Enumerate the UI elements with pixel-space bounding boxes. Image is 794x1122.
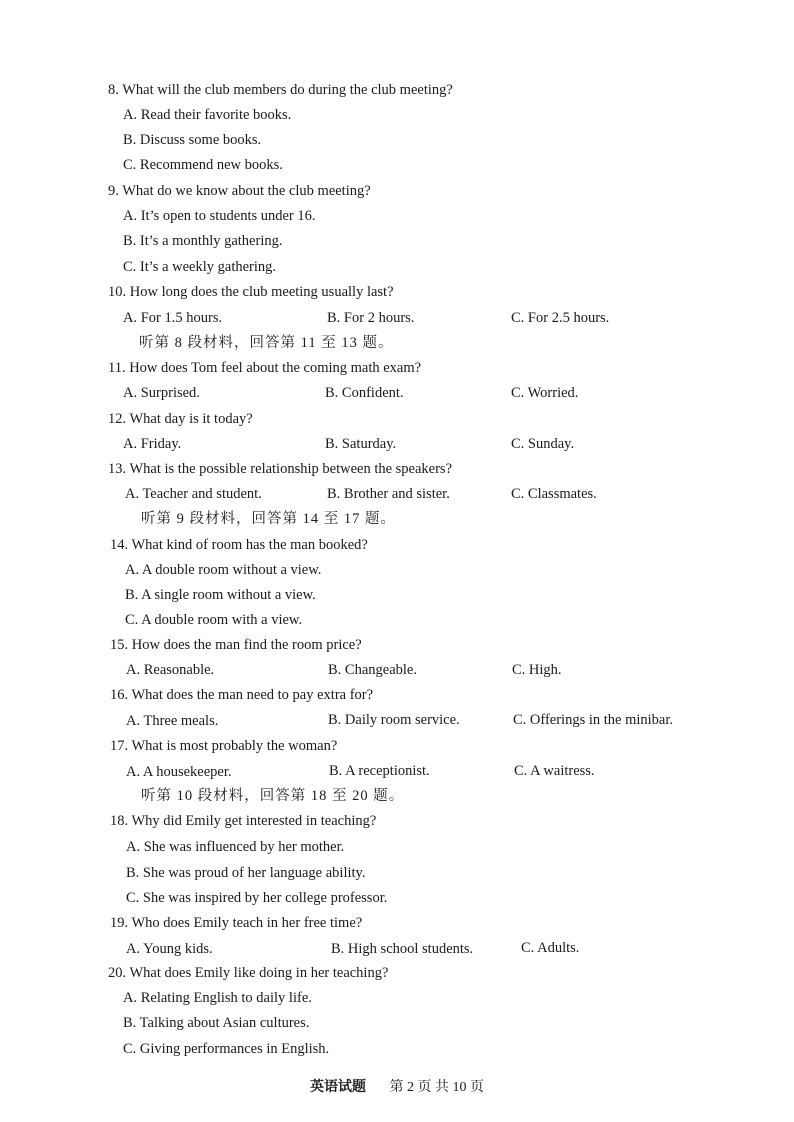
- question-11-stem: 11. How does Tom feel about the coming math exam?: [108, 360, 422, 376]
- question-8-option-c: C. Recommend new books.: [123, 157, 283, 173]
- question-12-option-c: C. Sunday.: [511, 436, 575, 452]
- question-19-option-a: A. Young kids.: [126, 941, 213, 957]
- section-note-10: 听第 10 段材料，回答第 18 至 20 题。: [141, 788, 405, 804]
- question-19-stem: 19. Who does Emily teach in her free time?: [110, 915, 363, 931]
- question-11-option-a: A. Surprised.: [123, 385, 200, 401]
- question-13-option-a: A. Teacher and student.: [125, 486, 262, 502]
- footer-page-number: 第 2 页 共 10 页: [389, 1080, 484, 1095]
- question-8-option-b: B. Discuss some books.: [123, 132, 262, 148]
- question-14-option-c: C. A double room with a view.: [125, 612, 303, 628]
- question-20-stem: 20. What does Emily like doing in her teaching?: [108, 965, 389, 981]
- question-19-option-b: B. High school students.: [331, 941, 474, 957]
- question-9-option-c: C. It’s a weekly gathering.: [123, 259, 277, 275]
- question-15-option-a: A. Reasonable.: [126, 662, 215, 678]
- question-20-option-a: A. Relating English to daily life.: [123, 990, 312, 1006]
- section-note-9: 听第 9 段材料，回答第 14 至 17 题。: [141, 511, 396, 527]
- question-15-option-c: C. High.: [512, 662, 562, 678]
- question-15-option-b: B. Changeable.: [328, 662, 417, 678]
- question-20-option-b: B. Talking about Asian cultures.: [123, 1015, 310, 1031]
- question-8-option-a: A. Read their favorite books.: [123, 107, 292, 123]
- page-footer: [0, 1076, 794, 1096]
- question-10-option-a: A. For 1.5 hours.: [123, 310, 223, 326]
- question-18-option-b: B. She was proud of her language ability.: [126, 865, 366, 881]
- question-20-option-c: C. Giving performances in English.: [123, 1041, 330, 1057]
- question-17-option-b: B. A receptionist.: [329, 763, 430, 779]
- question-17-stem: 17. What is most probably the woman?: [110, 738, 338, 754]
- question-10-option-c: C. For 2.5 hours.: [511, 310, 610, 326]
- section-note-8: 听第 8 段材料，回答第 11 至 13 题。: [139, 335, 394, 351]
- question-16-option-b: B. Daily room service.: [328, 712, 460, 728]
- footer-title: 英语试题: [310, 1080, 366, 1095]
- question-10-stem: 10. How long does the club meeting usually last?: [108, 284, 394, 300]
- question-16-stem: 16. What does the man need to pay extra for?: [110, 687, 374, 703]
- question-17-option-a: A. A housekeeper.: [126, 764, 232, 780]
- question-14-option-b: B. A single room without a view.: [125, 587, 316, 603]
- question-9-option-a: A. It’s open to students under 16.: [123, 208, 316, 224]
- question-12-option-b: B. Saturday.: [325, 436, 397, 452]
- question-18-stem: 18. Why did Emily get interested in teaching?: [110, 813, 377, 829]
- question-12-option-a: A. Friday.: [123, 436, 182, 452]
- question-14-stem: 14. What kind of room has the man booked?: [110, 537, 368, 553]
- question-10-option-b: B. For 2 hours.: [327, 310, 415, 326]
- question-8-stem: 8. What will the club members do during the club meeting?: [108, 82, 453, 98]
- question-18-option-a: A. She was influenced by her mother.: [126, 839, 345, 855]
- question-19-option-c: C. Adults.: [521, 940, 580, 956]
- question-17-option-c: C. A waitress.: [514, 763, 595, 779]
- question-11-option-c: C. Worried.: [511, 385, 579, 401]
- question-13-option-b: B. Brother and sister.: [327, 486, 450, 502]
- question-9-option-b: B. It’s a monthly gathering.: [123, 233, 283, 249]
- question-16-option-a: A. Three meals.: [126, 713, 219, 729]
- question-14-option-a: A. A double room without a view.: [125, 562, 322, 578]
- question-9-stem: 9. What do we know about the club meeting?: [108, 183, 371, 199]
- question-13-stem: 13. What is the possible relationship between the speakers?: [108, 461, 453, 477]
- question-13-option-c: C. Classmates.: [511, 486, 597, 502]
- question-18-option-c: C. She was inspired by her college professor.: [126, 890, 388, 906]
- question-16-option-c: C. Offerings in the minibar.: [513, 712, 674, 728]
- question-15-stem: 15. How does the man find the room price?: [110, 637, 362, 653]
- question-11-option-b: B. Confident.: [325, 385, 404, 401]
- question-12-stem: 12. What day is it today?: [108, 411, 253, 427]
